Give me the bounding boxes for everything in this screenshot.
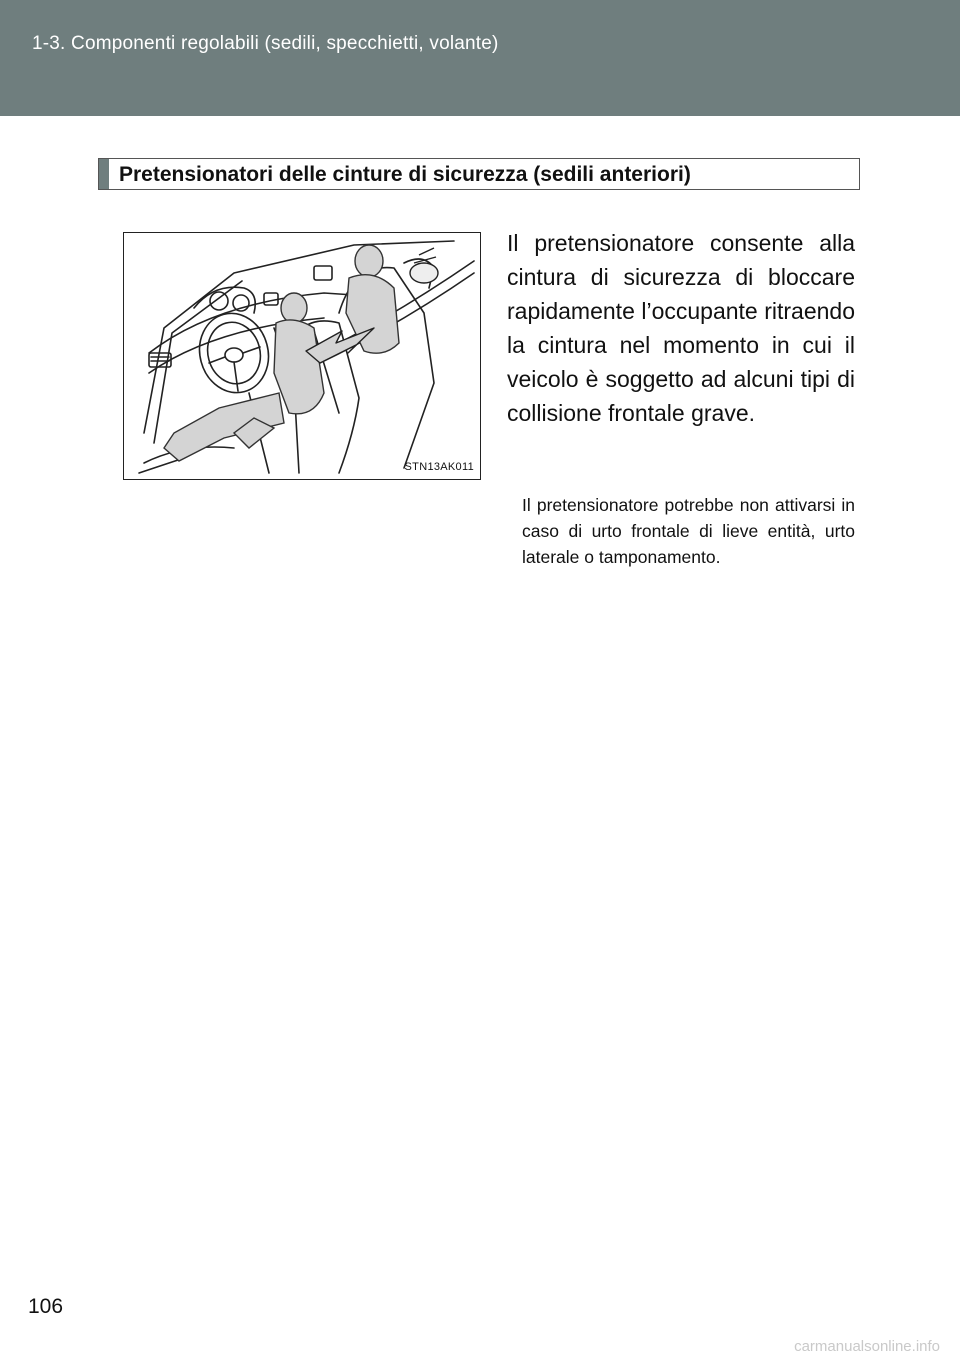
header-bar [0,0,960,116]
car-interior-illustration [123,232,481,480]
body-paragraph: Il pretensionatore consente alla cintura di sicurezza di bloccare rapidamente l’occupante ritraendo la cintura nel momento in cui il veicolo è soggetto ad alcuni tipi di collisione frontale grave. [507,230,855,426]
body-note: Il pretensionatore potrebbe non attivarsi in caso di urto frontale di lieve entità, urto laterale o tamponamento. [522,495,855,567]
chapter-title: 1-3. Componenti regolabili (sedili, specchietti, volante) [32,33,499,54]
page-number: 106 [28,1295,64,1318]
section-heading [98,158,860,190]
watermark: carmanualsonline.info [794,1338,940,1355]
section-title: Pretensionatori delle cinture di sicurezza (sedili anteriori) [119,163,691,186]
section-marker [99,159,109,189]
figure-code: STN13AK011 [404,461,474,473]
illustration-drawing [124,233,481,480]
